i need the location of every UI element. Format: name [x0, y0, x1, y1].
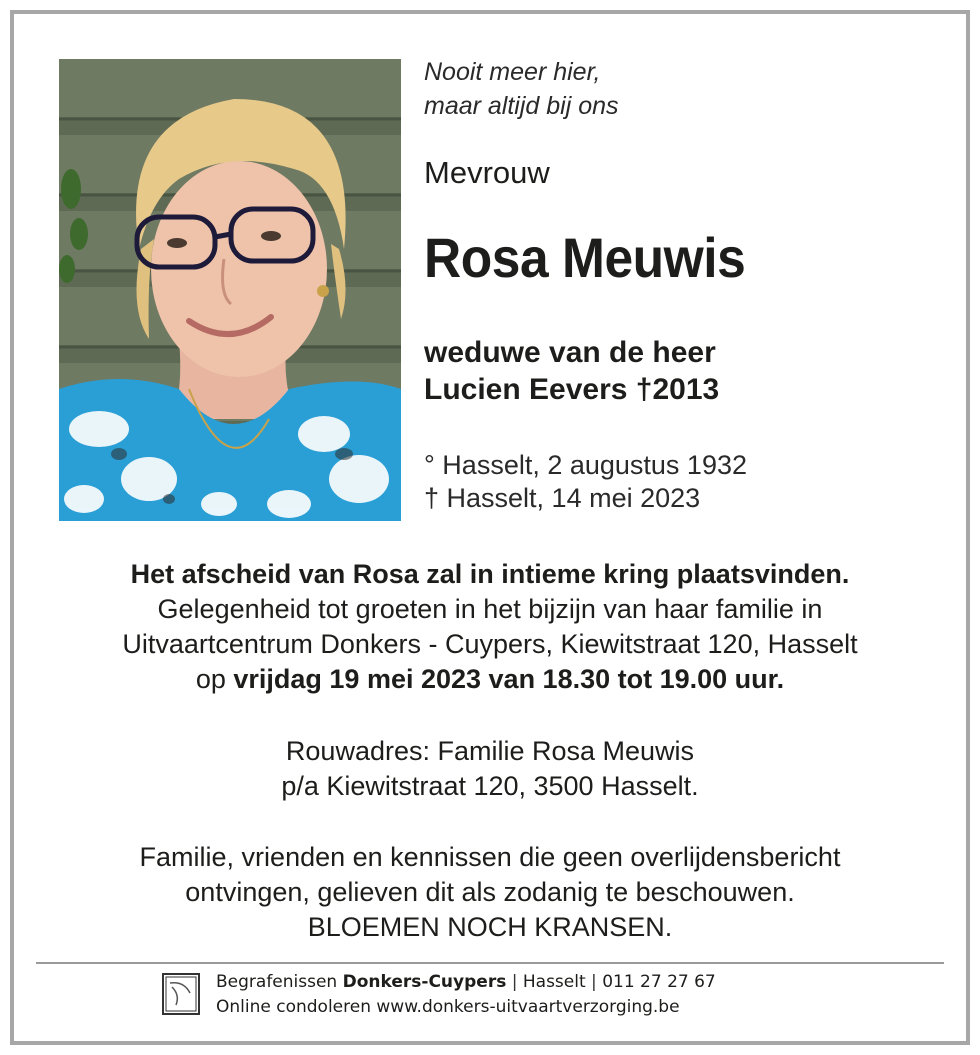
- birth-date: ° Hasselt, 2 augustus 1932: [424, 450, 747, 480]
- farewell-headline: Het afscheid van Rosa zal in intieme kring plaatsvinden.: [130, 559, 850, 589]
- spouse-info: [424, 334, 719, 408]
- notice-line: BLOEMEN NOCH KRANSEN.: [307, 912, 673, 942]
- footer-online-label: Online condoleren: [216, 997, 371, 1017]
- footer-city: Hasselt: [522, 972, 586, 992]
- footer-phone[interactable]: 011 27 27 67: [602, 972, 716, 992]
- footer-prefix: Begrafenissen: [216, 972, 338, 992]
- footer-contact-line: Begrafenissen Donkers-Cuypers | Hasselt | 011 27 27 67: [216, 972, 716, 992]
- footer-online-line: [216, 995, 716, 1020]
- memorial-quote: [424, 55, 619, 123]
- notice-line: Familie, vrienden en kennissen die geen overlijdensbericht: [139, 842, 841, 872]
- deceased-name: Rosa Meuwis: [424, 226, 746, 289]
- address-line: Rouwadres: Familie Rosa Meuwis: [285, 736, 695, 766]
- footer-company: Donkers-Cuypers: [342, 972, 507, 992]
- farewell-date: vrijdag 19 mei 2023 van 18.30 tot 19.00 uur.: [233, 664, 785, 694]
- farewell-info: [30, 557, 950, 697]
- spouse-line: weduwe van de heer: [424, 336, 716, 369]
- farewell-prefix: op: [195, 664, 226, 694]
- notice-line: ontvingen, gelieven dit als zodanig te beschouwen.: [185, 877, 795, 907]
- address-line: p/a Kiewitstraat 120, 3500 Hasselt.: [281, 771, 699, 801]
- portrait-photo: [59, 59, 401, 521]
- funeral-home-logo: [162, 973, 200, 1015]
- footer-divider: [36, 962, 944, 964]
- death-date: † Hasselt, 14 mei 2023: [424, 483, 701, 513]
- farewell-datetime: [30, 662, 950, 697]
- spouse-line: Lucien Eevers †2013: [424, 373, 720, 406]
- farewell-line: Uitvaartcentrum Donkers - Cuypers, Kiewitstraat 120, Hasselt: [122, 629, 858, 659]
- mourning-address: [30, 734, 950, 804]
- life-dates: [424, 449, 747, 515]
- honorific: Mevrouw: [424, 155, 550, 190]
- quote-line: maar altijd bij ons: [424, 92, 619, 120]
- footer-info: [216, 970, 716, 1020]
- farewell-line: Gelegenheid tot groeten in het bijzijn van haar familie in: [157, 594, 823, 624]
- notice-text: [30, 840, 950, 945]
- quote-line: Nooit meer hier,: [424, 58, 601, 86]
- footer-website-link[interactable]: www.donkers-uitvaartverzorging.be: [376, 997, 680, 1017]
